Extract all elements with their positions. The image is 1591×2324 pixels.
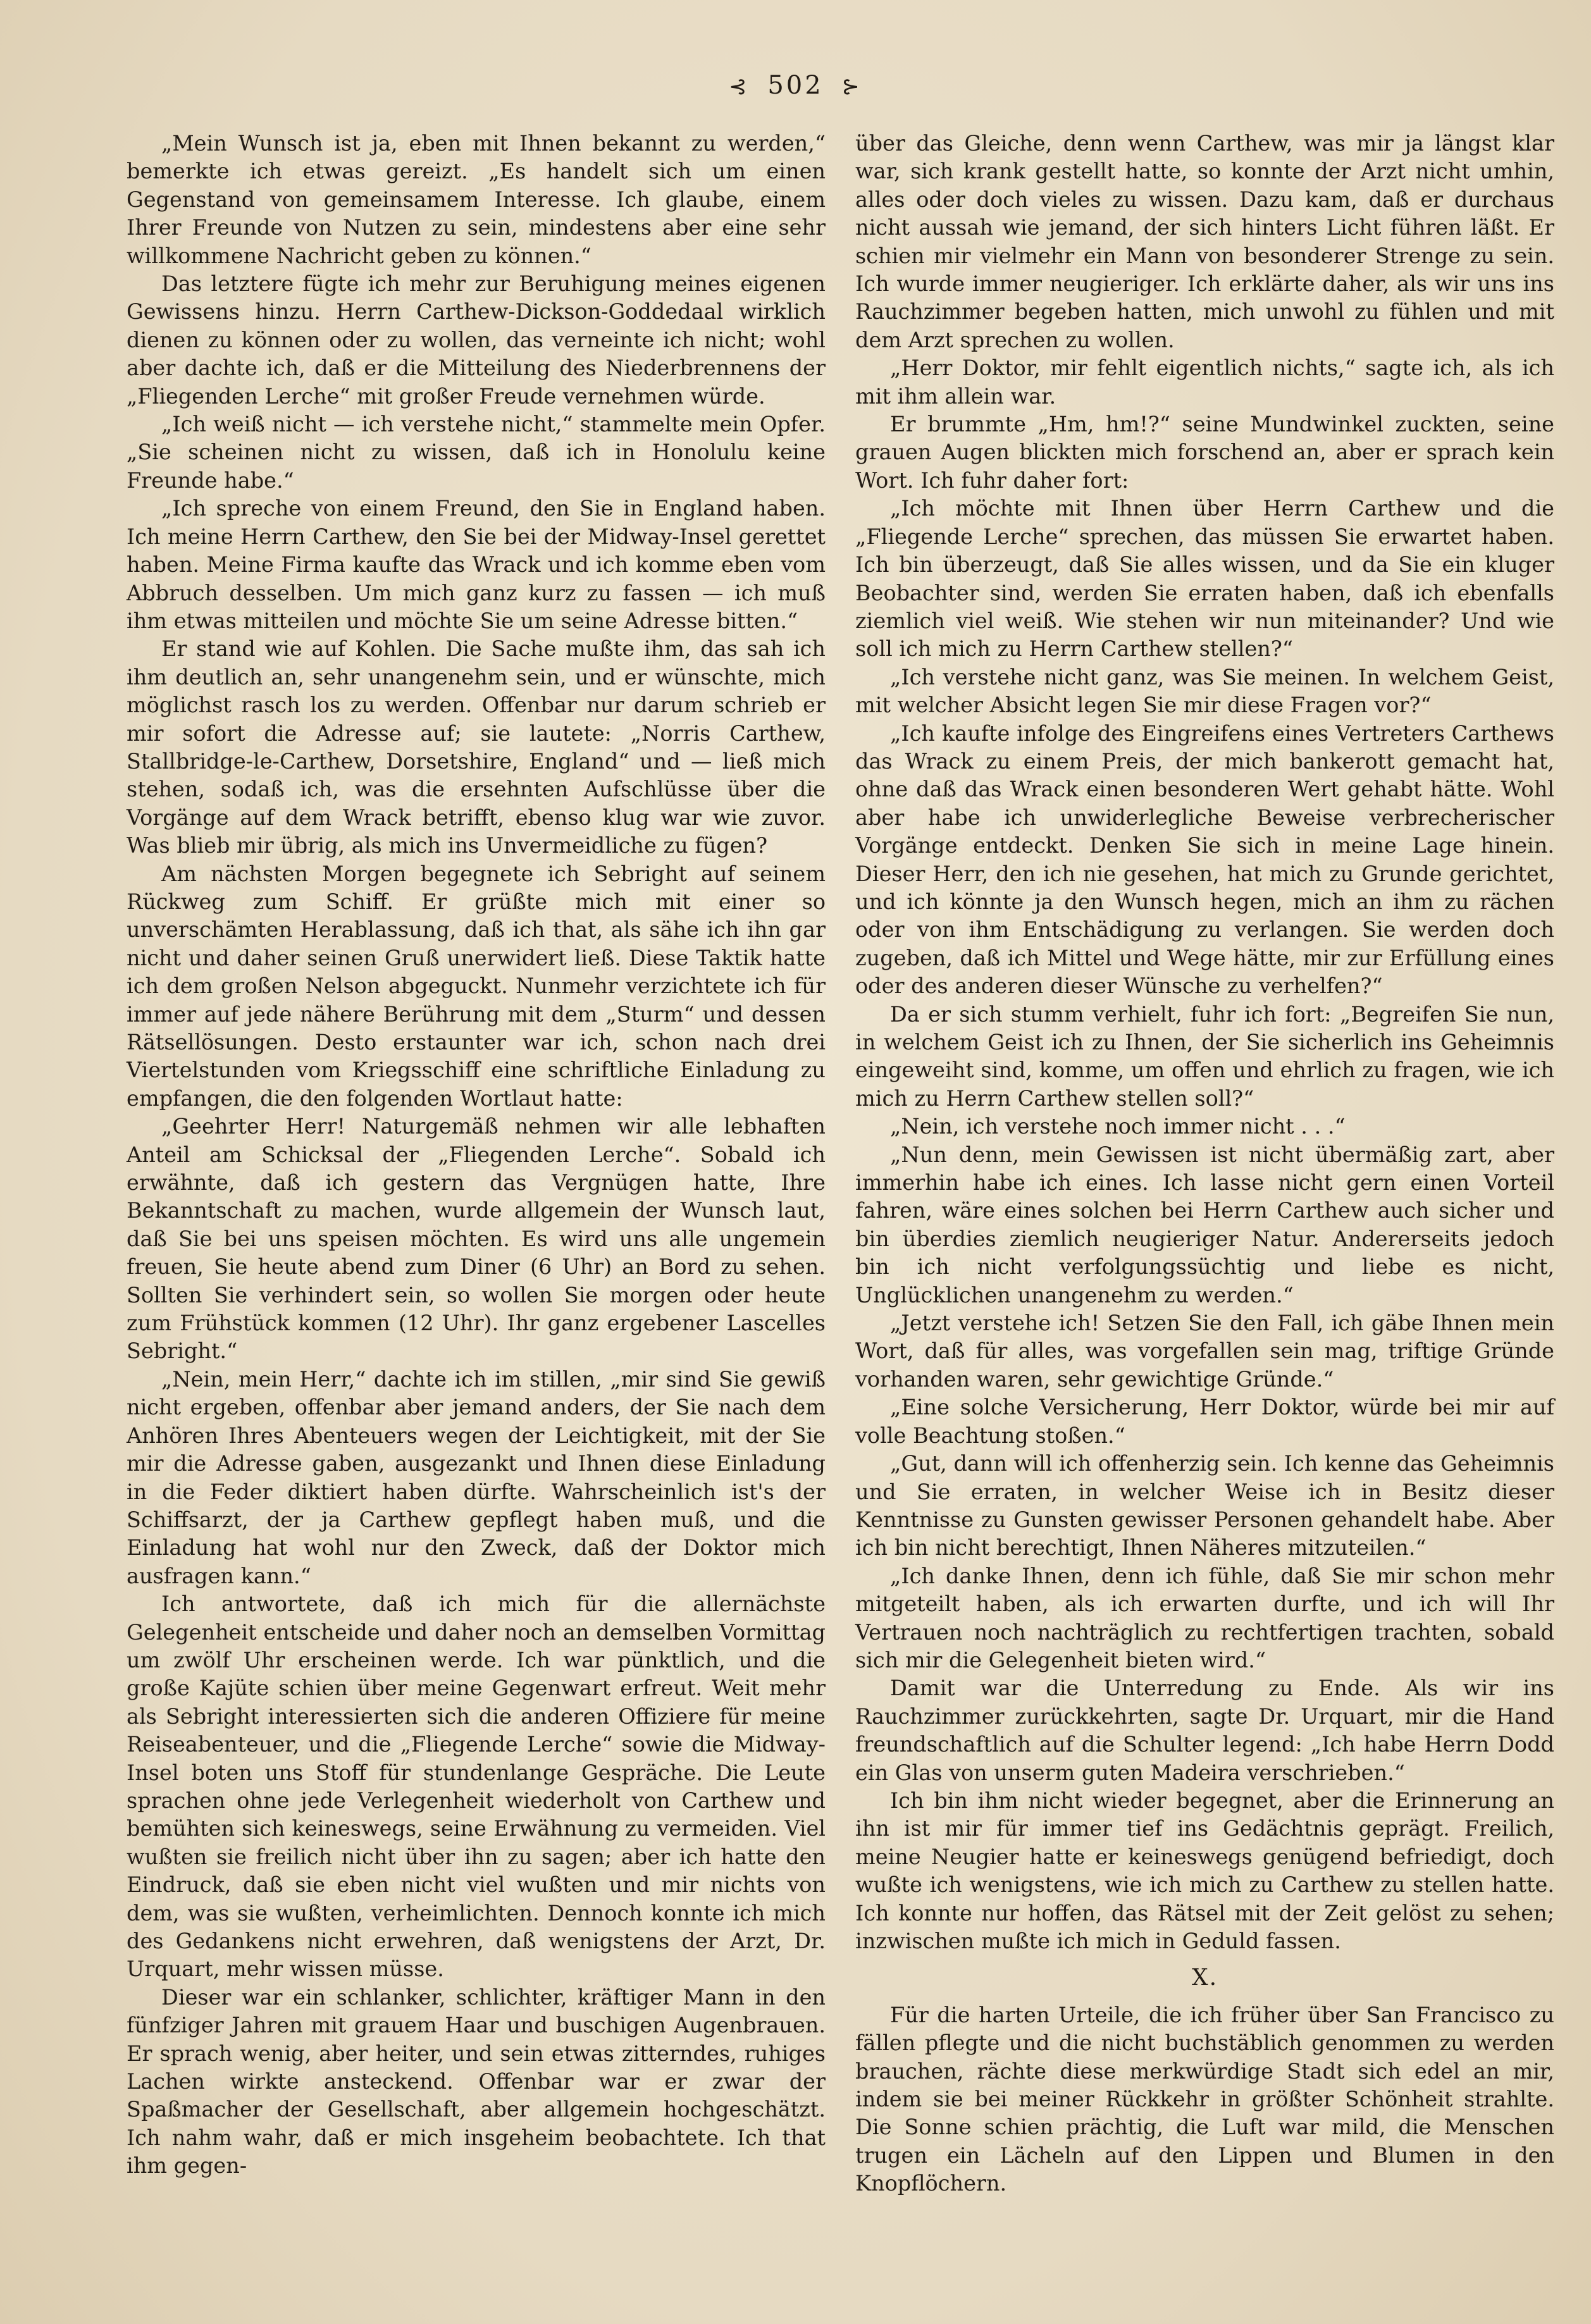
ornament-right-icon: ⊱ [841,74,862,99]
paragraph: Er brummte „Hm, hm!?“ seine Mundwinkel zuckten, seine grauen Augen blickten mich forschend an, aber er sprach kein Wort. Ich fuhr daher fort: [855,412,1554,493]
chapter-heading: X. [1191,1965,1218,1991]
paragraph: „Ich weiß nicht — ich verstehe nicht,“ stammelte mein Opfer. „Sie scheinen nicht zu wissen, daß ich in Honolulu keine Freunde habe.“ [127,412,826,493]
paragraph: Er stand wie auf Kohlen. Die Sache mußte ihm, das sah ich ihm deutlich an, sehr unangenehm sein, und er wünschte, mich möglichst rasch los zu werden. Offenbar nur darum schrieb er mir sofort die Adresse auf; sie lautete: „Norris Carthew, Stallbridge-le-Carthew, Dorsetshire, England“ und — ließ mich stehen, sodaß ich, was die ersehnten Aufschlüsse über die Vorgänge auf dem Wrack betrifft, ebenso klug war wie zuvor. Was blieb mir übrig, als mich ins Unvermeidliche zu fügen? [127,636,826,858]
paragraph: Ich antwortete, daß ich mich für die allernächste Gelegenheit entscheide und daher noch an demselben Vormittag um zwölf Uhr erscheinen werde. Ich war pünktlich, und die große Kajüte schien über meine Gegenwart erfreut. Weit mehr als Sebright interessierten sich die anderen Offiziere für meine Reiseabenteuer, und die „Fliegende Lerche“ sowie die Midway-Insel boten uns Stoff für stundenlange Gespräche. Die Leute sprachen ohne jede Verlegenheit wiederholt von Carthew und bemühten sich keineswegs, seine Erwähnung zu vermeiden. Viel wußten sie freilich nicht über ihn zu sagen; aber ich hatte den Eindruck, daß sie eben nicht viel wußten und mir nichts von dem, was sie wußten, verheimlichten. Dennoch konnte ich mich des Gedankens nicht erwehren, daß wenigstens der Arzt, Dr. Urquart, mehr wissen müsse. [127,1592,826,1982]
paragraph: „Ich verstehe nicht ganz, was Sie meinen. In welchem Geist, mit welcher Absicht legen Sie mir diese Fragen vor?“ [855,664,1554,718]
paragraph: „Ich danke Ihnen, denn ich fühle, daß Sie mir schon mehr mitgeteilt haben, als ich erwarten durfte, und ich will Ihr Vertrauen noch nachträglich zu rechtfertigen trachten, sobald sich mir die Gelegenheit bieten wird.“ [855,1563,1554,1672]
paragraph: „Gut, dann will ich offenherzig sein. Ich kenne das Geheimnis und Sie erraten, in welcher Weise ich in Besitz dieser Kenntnisse zu Gunsten gewisser Personen gehandelt habe. Aber ich bin nicht berechtigt, Ihnen Näheres mitzuteilen.“ [855,1451,1554,1561]
page-number: 502 [767,71,824,100]
paragraph: „Mein Wunsch ist ja, eben mit Ihnen bekannt zu werden,“ bemerkte ich etwas gereizt. „Es handelt sich um einen Gegenstand von gemeinsamem Interesse. Ich glaube, einem Ihrer Freunde von Nutzen zu sein, mindestens aber eine sehr willkommene Nachricht geben zu können.“ [127,131,826,268]
paragraph: Am nächsten Morgen begegnete ich Sebright auf seinem Rückweg zum Schiff. Er grüßte mich mit einer so unverschämten Herablassung, daß ich that, als sähe ich ihn gar nicht und daher seinen Gruß unerwidert ließ. Diese Taktik hatte ich dem großen Nelson abgeguckt. Nunmehr verzichtete ich für immer auf jede nähere Berührung mit dem „Sturm“ und dessen Rätsellösungen. Desto erstaunter war ich, schon nach drei Viertelstunden vom Kriegsschiff eine schriftliche Einladung zu empfangen, die den folgenden Wortlaut hatte: [127,861,826,1111]
paragraph: „Nein, ich verstehe noch immer nicht . . .“ [890,1114,1346,1139]
paragraph: „Geehrter Herr! Naturgemäß nehmen wir alle lebhaften Anteil am Schicksal der „Fliegenden Lerche“. Sobald ich erwähnte, daß ich gestern das Vergnügen hatte, Ihre Bekanntschaft zu machen, wurde allgemein der Wunsch laut, daß Sie bei uns speisen möchten. Es wird uns alle ungemein freuen, Sie heute abend zum Diner (6 Uhr) an Bord zu sehen. Sollten Sie verhindert sein, so wollen Sie morgen oder heute zum Frühstück kommen (12 Uhr). Ihr ganz ergebener Lascelles Sebright.“ [127,1114,826,1364]
paragraph: „Eine solche Versicherung, Herr Doktor, würde bei mir auf volle Beachtung stoßen.“ [855,1395,1554,1448]
paragraph: über das Gleiche, denn wenn Carthew, was mir ja längst klar war, sich krank gestellt hatte, so konnte der Arzt nicht umhin, alles oder doch vieles zu wissen. Dazu kam, daß er durchaus nicht aussah wie jemand, der sich hinters Licht führen läßt. Er schien mir vielmehr ein Mann von besonderer Strenge zu sein. Ich wurde immer neugieriger. Ich erklärte daher, als wir uns ins Rauchzimmer begeben hatten, mich unwohl zu fühlen und mit dem Arzt sprechen zu wollen. [855,131,1554,352]
ornament-left-icon: ⊰ [729,74,750,99]
left-column [127,130,826,2180]
paragraph: Für die harten Urteile, die ich früher über San Francisco zu fällen pflegte und die nicht buchstäblich genommen zu werden brauchen, rächte diese merkwürdige Stadt sich edel an mir, indem sie bei meiner Rückkehr in größter Schönheit strahlte. Die Sonne schien prächtig, die Luft war mild, die Menschen trugen ein Lächeln auf den Lippen und Blumen in den Knopflöchern. [855,2002,1554,2196]
page-header [0,71,1591,100]
paragraph: Ich bin ihm nicht wieder begegnet, aber die Erinnerung an ihn ist mir für immer tief ins Gedächtnis geprägt. Freilich, meine Neugier hatte er keineswegs genügend befriedigt, doch wußte ich wenigstens, wie ich mich zu Carthew zu stellen hatte. Ich konnte nur hoffen, das Rätsel mit der Zeit gelöst zu sehen; inzwischen mußte ich mich in Geduld fassen. [855,1788,1554,1953]
paragraph: Damit war die Unterredung zu Ende. Als wir ins Rauchzimmer zurückkehrten, sagte Dr. Urquart, mir die Hand freundschaftlich auf die Schulter legend: „Ich habe Herrn Dodd ein Glas von unserm guten Madeira verschrieben.“ [855,1676,1554,1785]
paragraph: Das letztere fügte ich mehr zur Beruhigung meines eigenen Gewissens hinzu. Herrn Carthew-Dickson-Goddedaal wirklich dienen zu können oder zu wollen, das verneinte ich nicht; wohl aber dachte ich, daß er die Mitteilung des Niederbrennens der „Fliegenden Lerche“ mit großer Freude vernehmen würde. [127,271,826,409]
paragraph: „Nein, mein Herr,“ dachte ich im stillen, „mir sind Sie gewiß nicht ergeben, offenbar aber jemand anders, der Sie nach dem Anhören Ihres Abenteuers wegen der Leichtigkeit, mit der Sie mir die Adresse gaben, ausgezankt und Ihnen diese Einladung in die Feder diktiert haben dürfte. Wahrscheinlich ist's der Schiffsarzt, der ja Carthew gepflegt haben muß, und die Einladung hat wohl nur den Zweck, daß der Doktor mich ausfragen kann.“ [127,1366,826,1588]
paragraph: Dieser war ein schlanker, schlichter, kräftiger Mann in den fünfziger Jahren mit grauem Haar und buschigen Augenbrauen. Er sprach wenig, aber heiter, und sein etwas zitterndes, ruhiges Lachen wirkte ansteckend. Offenbar war er zwar der Spaßmacher der Gesellschaft, aber allgemein hochgeschätzt. Ich nahm wahr, daß er mich insgeheim beobachtete. Ich that ihm gegen- [127,1984,826,2179]
paragraph: „Ich spreche von einem Freund, den Sie in England haben. Ich meine Herrn Carthew, den Sie bei der Midway-Insel gerettet haben. Meine Firma kaufte das Wrack und ich komme eben vom Abbruch desselben. Um mich ganz kurz zu fassen — ich muß ihm etwas mitteilen und möchte Sie um seine Adresse bitten.“ [127,496,826,633]
paragraph: „Ich kaufte infolge des Eingreifens eines Vertreters Carthews das Wrack zu einem Preis, der mich bankerott gemacht hat, ohne daß das Wrack einen besonderen Wert gehabt hätte. Wohl aber habe ich unwiderlegliche Beweise verbrecherischer Vorgänge entdeckt. Denken Sie sich in meine Lage hinein. Dieser Herr, den ich nie gesehen, hat mich zu Grunde gerichtet, und ich könnte ja den Wunsch hegen, mich an ihm zu rächen oder von ihm Entschädigung zu verlangen. Sie werden doch zugeben, daß ich Mittel und Wege hätte, mir zur Erfüllung eines oder des anderen dieser Wünsche zu verhelfen?“ [855,720,1554,999]
paragraph: „Ich möchte mit Ihnen über Herrn Carthew und die „Fliegende Lerche“ sprechen, das müssen Sie erwartet haben. Ich bin überzeugt, daß Sie alles wissen, und da Sie ein kluger Beobachter sind, werden Sie erraten haben, daß ich ebenfalls ziemlich viel weiß. Wie stehen wir nun miteinander? Und wie soll ich mich zu Herrn Carthew stellen?“ [855,496,1554,662]
paragraph: Da er sich stumm verhielt, fuhr ich fort: „Begreifen Sie nun, in welchem Geist ich zu Ihnen, der Sie sicherlich ins Geheimnis eingeweiht sind, komme, um offen und ehrlich zu fragen, wie ich mich zu Herrn Carthew stellen soll?“ [855,1001,1554,1111]
right-column [855,130,1554,2198]
paragraph: „Jetzt verstehe ich! Setzen Sie den Fall, ich gäbe Ihnen mein Wort, daß für alles, was vorgefallen sein mag, triftige Gründe vorhanden waren, sehr gewichtige Gründe.“ [855,1311,1554,1392]
paragraph: „Nun denn, mein Gewissen ist nicht übermäßig zart, aber immerhin habe ich eines. Ich lasse nicht gern einen Vorteil fahren, wäre eines solchen bei Herrn Carthew auch sicher und bin überdies ziemlich neugieriger Natur. Andererseits jedoch bin ich nicht verfolgungssüchtig und liebe es nicht, Unglücklichen unangenehm zu werden.“ [855,1142,1554,1307]
paragraph: „Herr Doktor, mir fehlt eigentlich nichts,“ sagte ich, als ich mit ihm allein war. [855,355,1554,409]
